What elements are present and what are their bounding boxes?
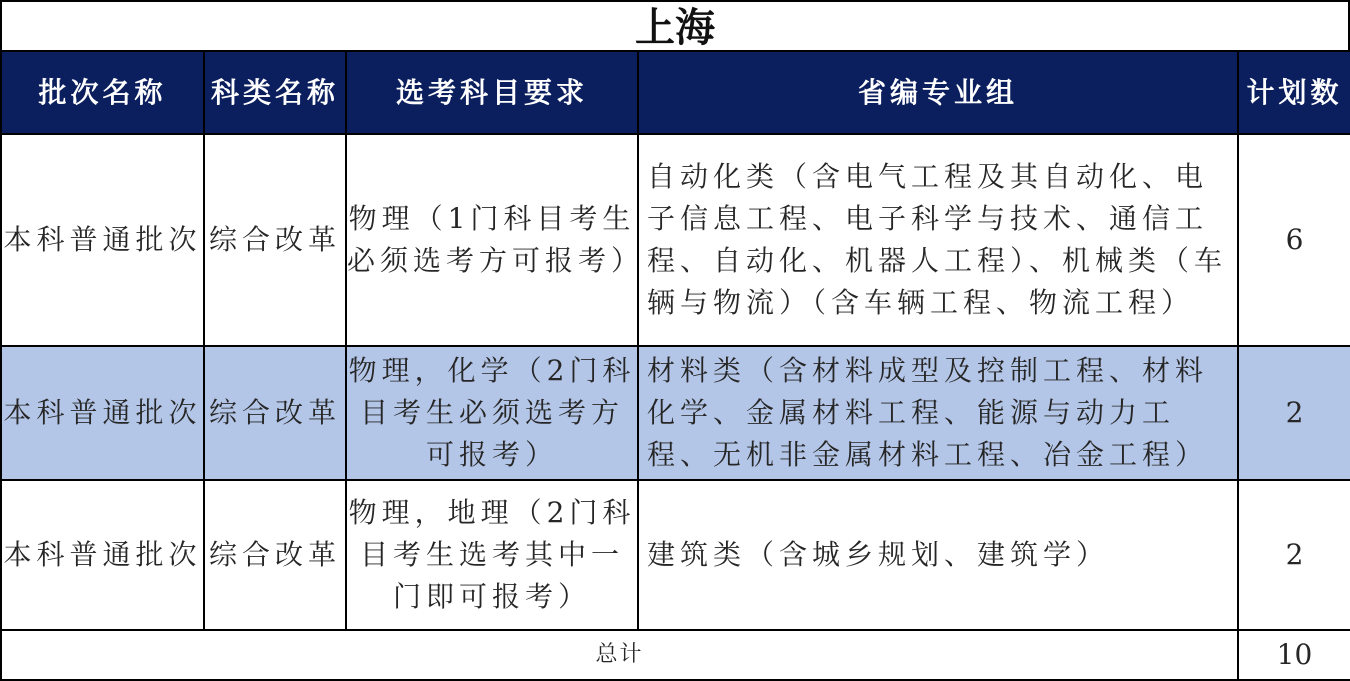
header-major-group: 省编专业组 xyxy=(638,51,1238,134)
cell-category: 综合改革 xyxy=(204,480,346,630)
total-label: 总计 xyxy=(1,630,1238,680)
cell-subjects: 物理（1门科目考生必须选考方可报考） xyxy=(346,134,638,346)
cell-subjects: 物理，化学（2门科目考生必须选考方可报考） xyxy=(346,346,638,480)
header-plan: 计划数 xyxy=(1238,51,1350,134)
header-row xyxy=(1,51,1350,134)
header-subjects: 选考科目要求 xyxy=(346,51,638,134)
cell-batch: 本科普通批次 xyxy=(1,346,204,480)
cell-plan: 2 xyxy=(1238,346,1350,480)
header-batch: 批次名称 xyxy=(1,51,204,134)
cell-plan: 2 xyxy=(1238,480,1350,630)
table-row xyxy=(1,480,1350,630)
cell-plan: 6 xyxy=(1238,134,1350,346)
cell-category: 综合改革 xyxy=(204,346,346,480)
cell-batch: 本科普通批次 xyxy=(1,480,204,630)
cell-subjects: 物理，地理（2门科目考生选考其中一门即可报考） xyxy=(346,480,638,630)
cell-batch: 本科普通批次 xyxy=(1,134,204,346)
header-category: 科类名称 xyxy=(204,51,346,134)
cell-major-group: 材料类（含材料成型及控制工程、材料化学、金属材料工程、能源与动力工程、无机非金属材料工程、冶金工程） xyxy=(638,346,1238,480)
admission-plan-table xyxy=(0,50,1350,681)
table-row xyxy=(1,346,1350,480)
table-row xyxy=(1,134,1350,346)
cell-major-group: 建筑类（含城乡规划、建筑学） xyxy=(638,480,1238,630)
sheet-title: 上海 xyxy=(0,0,1350,50)
total-row xyxy=(1,630,1350,680)
cell-category: 综合改革 xyxy=(204,134,346,346)
total-value: 10 xyxy=(1238,630,1350,680)
cell-major-group: 自动化类（含电气工程及其自动化、电子信息工程、电子科学与技术、通信工程、自动化、机器人工程）、机械类（车辆与物流）（含车辆工程、物流工程） xyxy=(638,134,1238,346)
